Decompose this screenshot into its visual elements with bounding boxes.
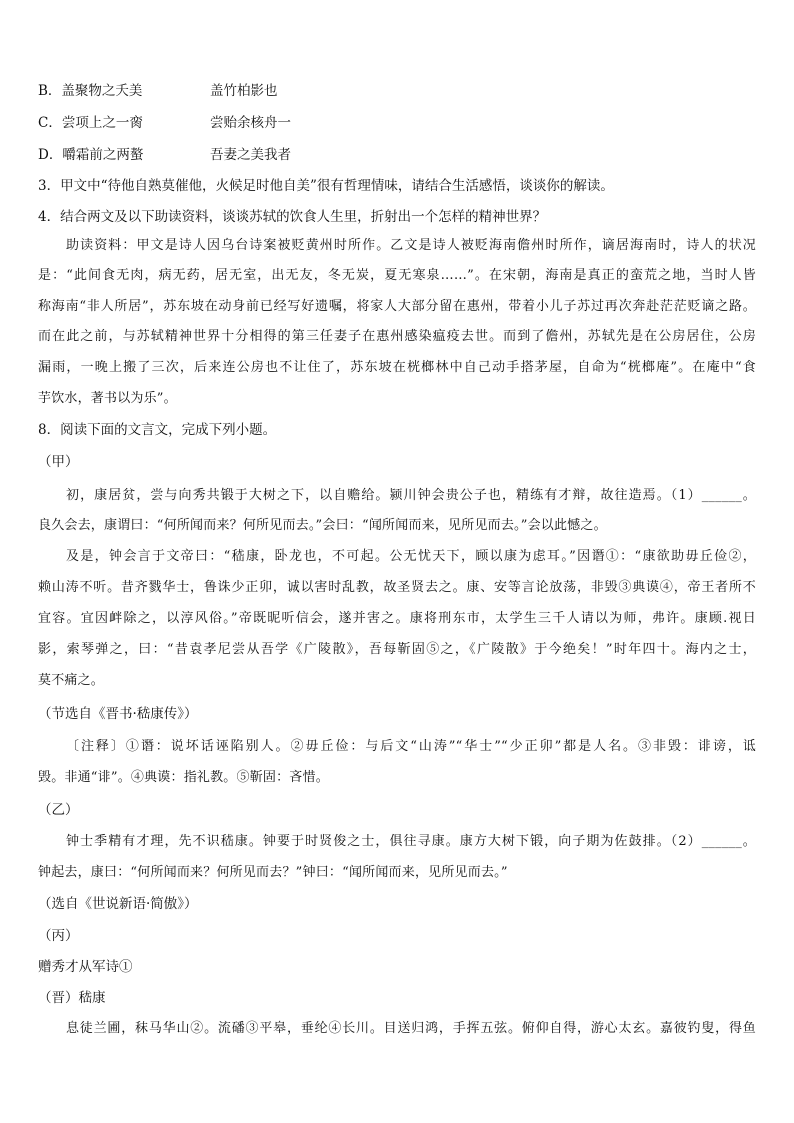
reading-aid-line: 助读资料：甲文是诗人因乌台诗案被贬黄州时所作。乙文是诗人被贬海南儋州时所作，谪居海南时，诗人的状况 [66,238,756,253]
reading-aid-line: 是：“此间食无肉，病无药，居无室，出无友，冬无炭，夏无寒泉……”。在宋朝，海南是真正的蛮荒之地，当时人皆 [38,268,756,283]
reading-aid-line: 芋饮水，著书以为乐”。 [38,391,177,406]
option-b [38,81,756,101]
passage-jia-line: 及是，钟会言于文帝曰：“嵇康，卧龙也，不可起。公无忧天下，顾以康为虑耳。”因谮①：“康欲助毋丘俭②， [66,549,756,564]
passage-jia-label: （甲） [38,454,79,470]
poem-title: 赠秀才从军诗① [38,959,133,975]
option-left-text: 盖聚物之夭美 [61,83,143,99]
passage-yi-line: 钟起去，康曰：“何所闻而来？何所见而去？”钟曰：“闻所闻而来，见所见而去。” [38,865,508,880]
question-3: 3．甲文中“待他自熟莫催他，火候足时他自美”很有哲理情味，请结合生活感悟，谈谈你的解读。 [38,178,614,194]
option-letter: D． [38,147,63,163]
passage-bing-label: （丙） [38,928,79,944]
option-d [38,145,756,165]
poem-author: （晋）嵇康 [38,990,106,1006]
passage-jia-line: 影，索琴弹之，曰：“昔袁孝尼尝从吾学《广陵散》，吾每靳固⑤之，《广陵散》于今绝矣！”时年四十。海内之士， [38,642,756,657]
passage-jia-line: 宜容。宜因衅除之，以淳风俗。”帝既昵听信会，遂并害之。康将刑东市，太学生三千人请以为师，弗许。康顾.视日 [38,611,756,626]
poem-text: 息徒兰圃，秣马华山②。流磻③平皋，垂纶④长川。目送归鸿，手挥五弦。俯仰自得，游心太玄。嘉彼钓叟，得鱼 [66,1021,756,1036]
annotation-line: 〔注释〕①谮：说坏话诬陷别人。②毋丘俭：与后文“山涛”“华士”“少正卯”都是人名。③非毁：诽谤，诋 [66,739,756,754]
passage-jia-line: 良久会去，康谓曰：“何所闻而来？何所见而去。”会曰：“闻所闻而来，见所见而去。”会以此憾之。 [38,518,607,533]
option-right-text: 尝贻余核舟一 [210,115,291,131]
option-letter: C． [38,115,62,131]
question-8: 8．阅读下面的文言文，完成下列小题。 [38,422,277,438]
passage-yi-line: 钟士季精有才理，先不识嵇康。钟要于时贤俊之士，俱往寻康。康方大树下锻，向子期为佐鼓排。（2）______。 [66,834,756,849]
passage-jia-source: （节选自《晋书·嵇康传》） [38,706,198,722]
option-left-text: 嚼霜前之两螯 [62,147,144,163]
passage-jia-line: 初，康居贫，尝与向秀共锻于大树之下，以自赡给。颍川钟会贵公子也，精练有才辩，故往造焉。（1）______。 [66,488,756,503]
reading-aid-line: 漏雨，一晚上搬了三次，后来连公房也不让住了，苏东坡在桄榔林中自己动手搭茅屋，自命为“桄榔庵”。在庵中“食 [38,360,756,375]
reading-aid-line: 而在此之前，与苏轼精神世界十分相得的第三任妻子在惠州感染瘟疫去世。而到了儋州，苏轼先是在公房居住，公房 [38,329,756,344]
option-left-text: 尝项上之一脔 [61,115,143,131]
option-letter: B． [38,83,62,99]
option-right-text: 吾妻之美我者 [210,147,291,163]
passage-yi-source: （选自《世说新语·简傲》） [38,896,198,912]
passage-jia-line: 莫不痛之。 [38,673,105,688]
option-c [38,113,756,133]
annotation-line: 毁。非通“诽”。④典谟：指礼教。⑤靳固：吝惜。 [38,770,329,785]
passage-jia-line: 赖山涛不听。昔齐戮华士，鲁诛少正卯，诚以害时乱教，故圣贤去之。康、安等言论放荡，非毁③典谟④，帝王者所不 [38,580,756,595]
reading-aid-line: 称海南“非人所居”，苏东坡在动身前已经写好遗嘱，将家人大部分留在惠州，带着小儿子苏过再次奔赴茫茫贬谪之路。 [38,299,756,314]
passage-yi-label: （乙） [38,802,79,818]
question-4: 4．结合两文及以下助读资料，谈谈苏轼的饮食人生里，折射出一个怎样的精神世界？ [38,209,547,225]
option-right-text: 盖竹柏影也 [210,83,278,99]
